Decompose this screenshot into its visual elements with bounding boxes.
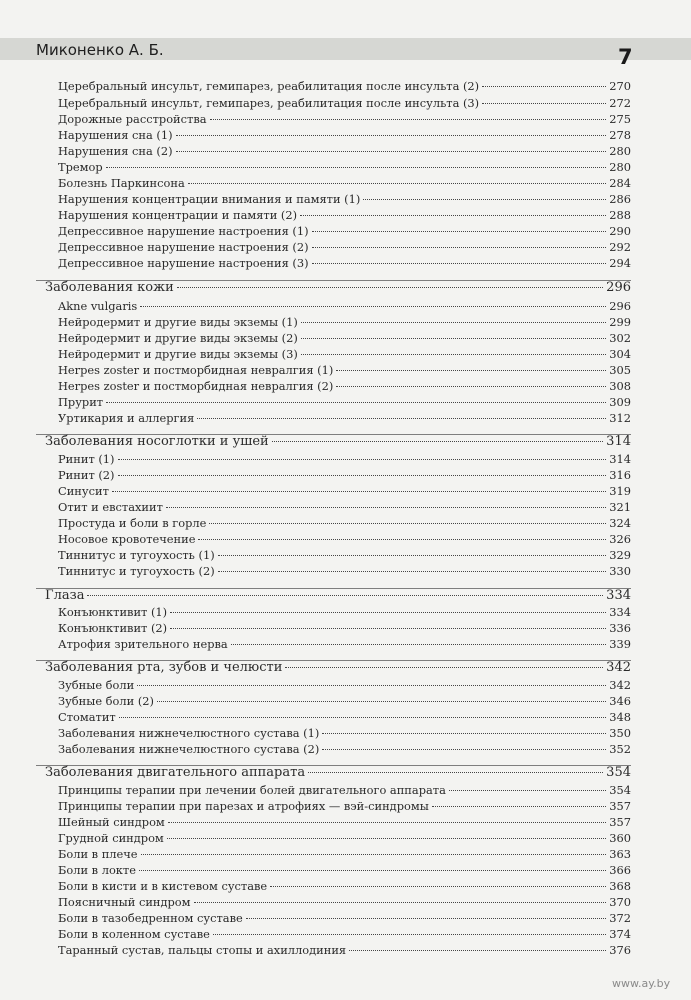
toc-entry-page: 366 — [609, 863, 631, 877]
toc-entry-title: Боли в плече — [58, 847, 138, 861]
toc-entry-page: 372 — [609, 911, 631, 925]
toc-entry-title: Принципы терапии при парезах и атрофиях — вэй-синдромы — [58, 799, 429, 813]
toc-section-heading[interactable] — [45, 432, 631, 451]
dot-leader — [170, 627, 606, 629]
toc-entry[interactable] — [58, 862, 631, 879]
toc-entry-page: 334 — [606, 588, 631, 603]
dot-leader — [176, 150, 607, 152]
dot-leader — [312, 246, 607, 248]
toc-entry[interactable] — [58, 709, 631, 726]
dot-leader — [218, 554, 607, 556]
toc-entry-page: 370 — [609, 895, 631, 909]
dot-leader — [197, 417, 606, 419]
dot-leader — [449, 789, 606, 791]
toc-entry[interactable] — [58, 111, 631, 128]
toc-entry-page: 314 — [609, 452, 631, 466]
toc-entry-title: Заболевания рта, зубов и челюсти — [45, 660, 283, 675]
toc-entry-page: 270 — [609, 79, 631, 93]
toc-entry-title: Зубные боли (2) — [58, 694, 154, 708]
toc-section-heading[interactable] — [45, 763, 631, 782]
dot-leader — [87, 594, 603, 596]
toc-entry[interactable] — [58, 725, 631, 742]
toc-entry[interactable] — [58, 636, 631, 653]
toc-entry[interactable] — [58, 693, 631, 710]
running-header-author: Миконенко А. Б. — [36, 41, 164, 59]
toc-entry[interactable] — [58, 362, 631, 379]
dot-leader — [482, 85, 606, 87]
dot-leader — [246, 917, 607, 919]
toc-entry-page: 296 — [606, 280, 631, 295]
dot-leader — [166, 506, 606, 508]
dot-leader — [349, 949, 606, 951]
toc-entry[interactable] — [58, 346, 631, 363]
toc-entry-title: Таранный сустав, пальцы стопы и ахиллодиния — [58, 943, 347, 957]
toc-entry[interactable] — [58, 394, 631, 411]
toc-entry[interactable] — [58, 298, 631, 315]
toc-entry-page: 316 — [609, 468, 631, 482]
toc-entry[interactable] — [58, 95, 631, 112]
dot-leader — [270, 885, 606, 887]
toc-entry-title: Тиннитус и тугоухость (1) — [58, 548, 215, 562]
dot-leader — [141, 853, 607, 855]
toc-entry-page: 357 — [609, 799, 631, 813]
toc-entry-title: Нарушения концентрации и памяти (2) — [58, 208, 298, 222]
dot-leader — [285, 666, 603, 668]
toc-entry-page: 299 — [609, 315, 631, 329]
toc-entry-page: 339 — [609, 637, 631, 651]
toc-entry-page: 334 — [609, 605, 631, 619]
dot-leader — [312, 262, 607, 264]
toc-entry-title: Отит и евстахиит — [58, 500, 163, 514]
toc-entry-title: Ринит (2) — [58, 468, 115, 482]
dot-leader — [482, 102, 606, 104]
toc-entry-page: 286 — [609, 192, 631, 206]
toc-entry-title: Атрофия зрительного нерва — [58, 637, 228, 651]
toc-entry[interactable] — [58, 830, 631, 847]
toc-entry-title: Akne vulgaris — [58, 299, 138, 313]
toc-entry-title: Грудной синдром — [58, 831, 164, 845]
toc-entry[interactable] — [58, 910, 631, 927]
toc-entry-page: 296 — [609, 299, 631, 313]
toc-entry-page: 275 — [609, 112, 631, 126]
dot-leader — [301, 337, 606, 339]
dot-leader — [432, 805, 606, 807]
dot-leader — [213, 933, 606, 935]
toc-entry-page: 294 — [609, 256, 631, 270]
toc-entry-title: Нейродермит и другие виды экземы (1) — [58, 315, 298, 329]
toc-entry-title: Заболевания носоглотки и ушей — [45, 434, 269, 449]
dot-leader — [139, 869, 606, 871]
toc-entry-page: 284 — [609, 176, 631, 190]
toc-entry-title: Заболевания кожи — [45, 280, 174, 295]
dot-leader — [218, 570, 607, 572]
toc-entry[interactable] — [58, 563, 631, 580]
dot-leader — [168, 821, 606, 823]
dot-leader — [157, 700, 606, 702]
toc-entry-title: Прурит — [58, 395, 104, 409]
dot-leader — [177, 286, 603, 288]
toc-entry-title: Синусит — [58, 484, 109, 498]
toc-entry[interactable] — [58, 894, 631, 911]
toc-entry[interactable] — [58, 467, 631, 484]
toc-entry[interactable] — [58, 239, 631, 256]
dot-leader — [336, 369, 606, 371]
dot-leader — [312, 230, 607, 232]
dot-leader — [300, 214, 606, 216]
toc-entry[interactable] — [58, 207, 631, 224]
toc-entry[interactable] — [58, 782, 631, 799]
toc-entry-page: 360 — [609, 831, 631, 845]
dot-leader — [118, 458, 607, 460]
dot-leader — [188, 182, 606, 184]
toc-entry-page: 302 — [609, 331, 631, 345]
toc-entry-page: 319 — [609, 484, 631, 498]
toc-entry-title: Боли в кисти и в кистевом суставе — [58, 879, 268, 893]
toc-entry-title: Церебральный инсульт, гемипарез, реабилитация после инсульта (3) — [58, 96, 480, 110]
toc-entry-title: Заболевания нижнечелюстного сустава (2) — [58, 742, 320, 756]
toc-entry-title: Тремор — [58, 160, 103, 174]
toc-entry[interactable] — [58, 604, 631, 621]
toc-entry-page: 330 — [609, 564, 631, 578]
toc-entry-page: 321 — [609, 500, 631, 514]
toc-entry-title: Депрессивное нарушение настроения (1) — [58, 224, 309, 238]
toc-entry-page: 304 — [609, 347, 631, 361]
toc-entry-title: Носовое кровотечение — [58, 532, 196, 546]
toc-entry-page: 357 — [609, 815, 631, 829]
toc-entry-title: Депрессивное нарушение настроения (2) — [58, 240, 309, 254]
toc-entry-page: 314 — [606, 434, 631, 449]
toc-entry-page: 280 — [609, 144, 631, 158]
toc-entry[interactable] — [58, 330, 631, 347]
dot-leader — [301, 353, 606, 355]
toc-entry-page: 272 — [609, 96, 631, 110]
dot-leader — [210, 118, 607, 120]
toc-entry-page: 336 — [609, 621, 631, 635]
toc-entry-title: Herpes zoster и постморбидная невралгия (1) — [58, 363, 334, 377]
dot-leader — [167, 837, 606, 839]
toc-entry[interactable] — [58, 798, 631, 815]
toc-entry-title: Церебральный инсульт, гемипарез, реабилитация после инсульта (2) — [58, 79, 480, 93]
toc-entry-title: Нейродермит и другие виды экземы (2) — [58, 331, 298, 345]
dot-leader — [272, 440, 603, 442]
dot-leader — [140, 305, 606, 307]
toc-entry-title: Боли в тазобедренном суставе — [58, 911, 243, 925]
dot-leader — [308, 771, 603, 773]
toc-entry-title: Болезнь Паркинсона — [58, 176, 185, 190]
dot-leader — [194, 901, 607, 903]
toc-entry-page: 368 — [609, 879, 631, 893]
toc-entry-page: 376 — [609, 943, 631, 957]
toc-entry[interactable] — [58, 677, 631, 694]
toc-entry-page: 292 — [609, 240, 631, 254]
toc-entry-page: 352 — [609, 742, 631, 756]
toc-entry[interactable] — [58, 531, 631, 548]
dot-leader — [209, 522, 606, 524]
toc-section-heading[interactable] — [45, 586, 631, 605]
toc-entry-title: Заболевания двигательного аппарата — [45, 765, 306, 780]
toc-entry-title: Ринит (1) — [58, 452, 115, 466]
toc-entry-title: Тиннитус и тугоухость (2) — [58, 564, 215, 578]
toc-entry-page: 348 — [609, 710, 631, 724]
toc-entry[interactable] — [58, 741, 631, 758]
toc-entry-page: 305 — [609, 363, 631, 377]
dot-leader — [106, 166, 607, 168]
toc-entry[interactable] — [58, 378, 631, 395]
toc-entry-page: 309 — [609, 395, 631, 409]
toc-entry-page: 346 — [609, 694, 631, 708]
toc-entry-title: Нарушения концентрации внимания и памяти (1) — [58, 192, 361, 206]
toc-entry-title: Конъюнктивит (2) — [58, 621, 168, 635]
toc-entry-page: 363 — [609, 847, 631, 861]
toc-entry-title: Простуда и боли в горле — [58, 516, 207, 530]
dot-leader — [198, 538, 606, 540]
toc-entry-page: 374 — [609, 927, 631, 941]
toc-entry-page: 342 — [609, 678, 631, 692]
toc-entry-title: Заболевания нижнечелюстного сустава (1) — [58, 726, 320, 740]
toc-entry-page: 278 — [609, 128, 631, 142]
toc-entry-page: 308 — [609, 379, 631, 393]
toc-entry[interactable] — [58, 143, 631, 160]
toc-entry-title: Боли в локте — [58, 863, 136, 877]
dot-leader — [231, 643, 607, 645]
toc-entry-page: 350 — [609, 726, 631, 740]
dot-leader — [106, 401, 606, 403]
toc-entry-title: Глаза — [45, 588, 85, 603]
toc-entry[interactable] — [58, 191, 631, 208]
toc-entry[interactable] — [58, 515, 631, 532]
toc-entry-page: 324 — [609, 516, 631, 530]
toc-entry[interactable] — [58, 175, 631, 192]
toc-entry-title: Нейродермит и другие виды экземы (3) — [58, 347, 298, 361]
toc-entry-page: 354 — [606, 765, 631, 780]
dot-leader — [363, 198, 606, 200]
toc-entry-title: Нарушения сна (1) — [58, 128, 173, 142]
toc-entry[interactable] — [58, 483, 631, 500]
toc-entry-page: 312 — [609, 411, 631, 425]
toc-entry-title: Депрессивное нарушение настроения (3) — [58, 256, 309, 270]
toc-entry-title: Поясничный синдром — [58, 895, 191, 909]
toc-entry-page: 326 — [609, 532, 631, 546]
dot-leader — [137, 684, 606, 686]
toc-entry[interactable] — [58, 314, 631, 331]
toc-section-heading[interactable] — [45, 658, 631, 677]
toc-entry[interactable] — [58, 926, 631, 943]
toc-entry-page: 354 — [609, 783, 631, 797]
toc-entry-title: Принципы терапии при лечении болей двигательного аппарата — [58, 783, 446, 797]
dot-leader — [322, 732, 606, 734]
page-number: 7 — [618, 45, 633, 69]
toc-entry[interactable] — [58, 499, 631, 516]
toc-entry-page: 342 — [606, 660, 631, 675]
toc-entry[interactable] — [58, 942, 631, 959]
toc-entry[interactable] — [58, 255, 631, 272]
dot-leader — [336, 385, 606, 387]
toc-entry-page: 280 — [609, 160, 631, 174]
dot-leader — [322, 748, 606, 750]
toc-entry-title: Стоматит — [58, 710, 116, 724]
toc-entry-title: Шейный синдром — [58, 815, 165, 829]
dot-leader — [119, 716, 607, 718]
dot-leader — [170, 611, 606, 613]
toc-entry[interactable] — [58, 814, 631, 831]
toc-entry-page: 290 — [609, 224, 631, 238]
toc-entry-page: 288 — [609, 208, 631, 222]
dot-leader — [112, 490, 606, 492]
toc-entry-title: Нарушения сна (2) — [58, 144, 173, 158]
toc-section-heading[interactable] — [45, 278, 631, 297]
dot-leader — [301, 321, 606, 323]
dot-leader — [118, 474, 607, 476]
toc-entry[interactable] — [58, 78, 631, 95]
toc-entry[interactable] — [58, 878, 631, 895]
toc-entry-title: Зубные боли — [58, 678, 135, 692]
toc-entry[interactable] — [58, 127, 631, 144]
toc-entry-page: 329 — [609, 548, 631, 562]
toc-entry[interactable] — [58, 547, 631, 564]
toc-entry[interactable] — [58, 410, 631, 427]
toc-entry[interactable] — [58, 451, 631, 468]
watermark: www.ay.by — [612, 977, 671, 990]
toc-entry-title: Боли в коленном суставе — [58, 927, 210, 941]
toc-entry-title: Herpes zoster и постморбидная невралгия (2) — [58, 379, 334, 393]
toc-entry[interactable] — [58, 223, 631, 240]
toc-entry[interactable] — [58, 620, 631, 637]
toc-entry-title: Конъюнктивит (1) — [58, 605, 168, 619]
dot-leader — [176, 134, 607, 136]
toc-entry[interactable] — [58, 846, 631, 863]
toc-entry-title: Уртикария и аллергия — [58, 411, 195, 425]
toc-entry[interactable] — [58, 159, 631, 176]
toc-entry-title: Дорожные расстройства — [58, 112, 207, 126]
